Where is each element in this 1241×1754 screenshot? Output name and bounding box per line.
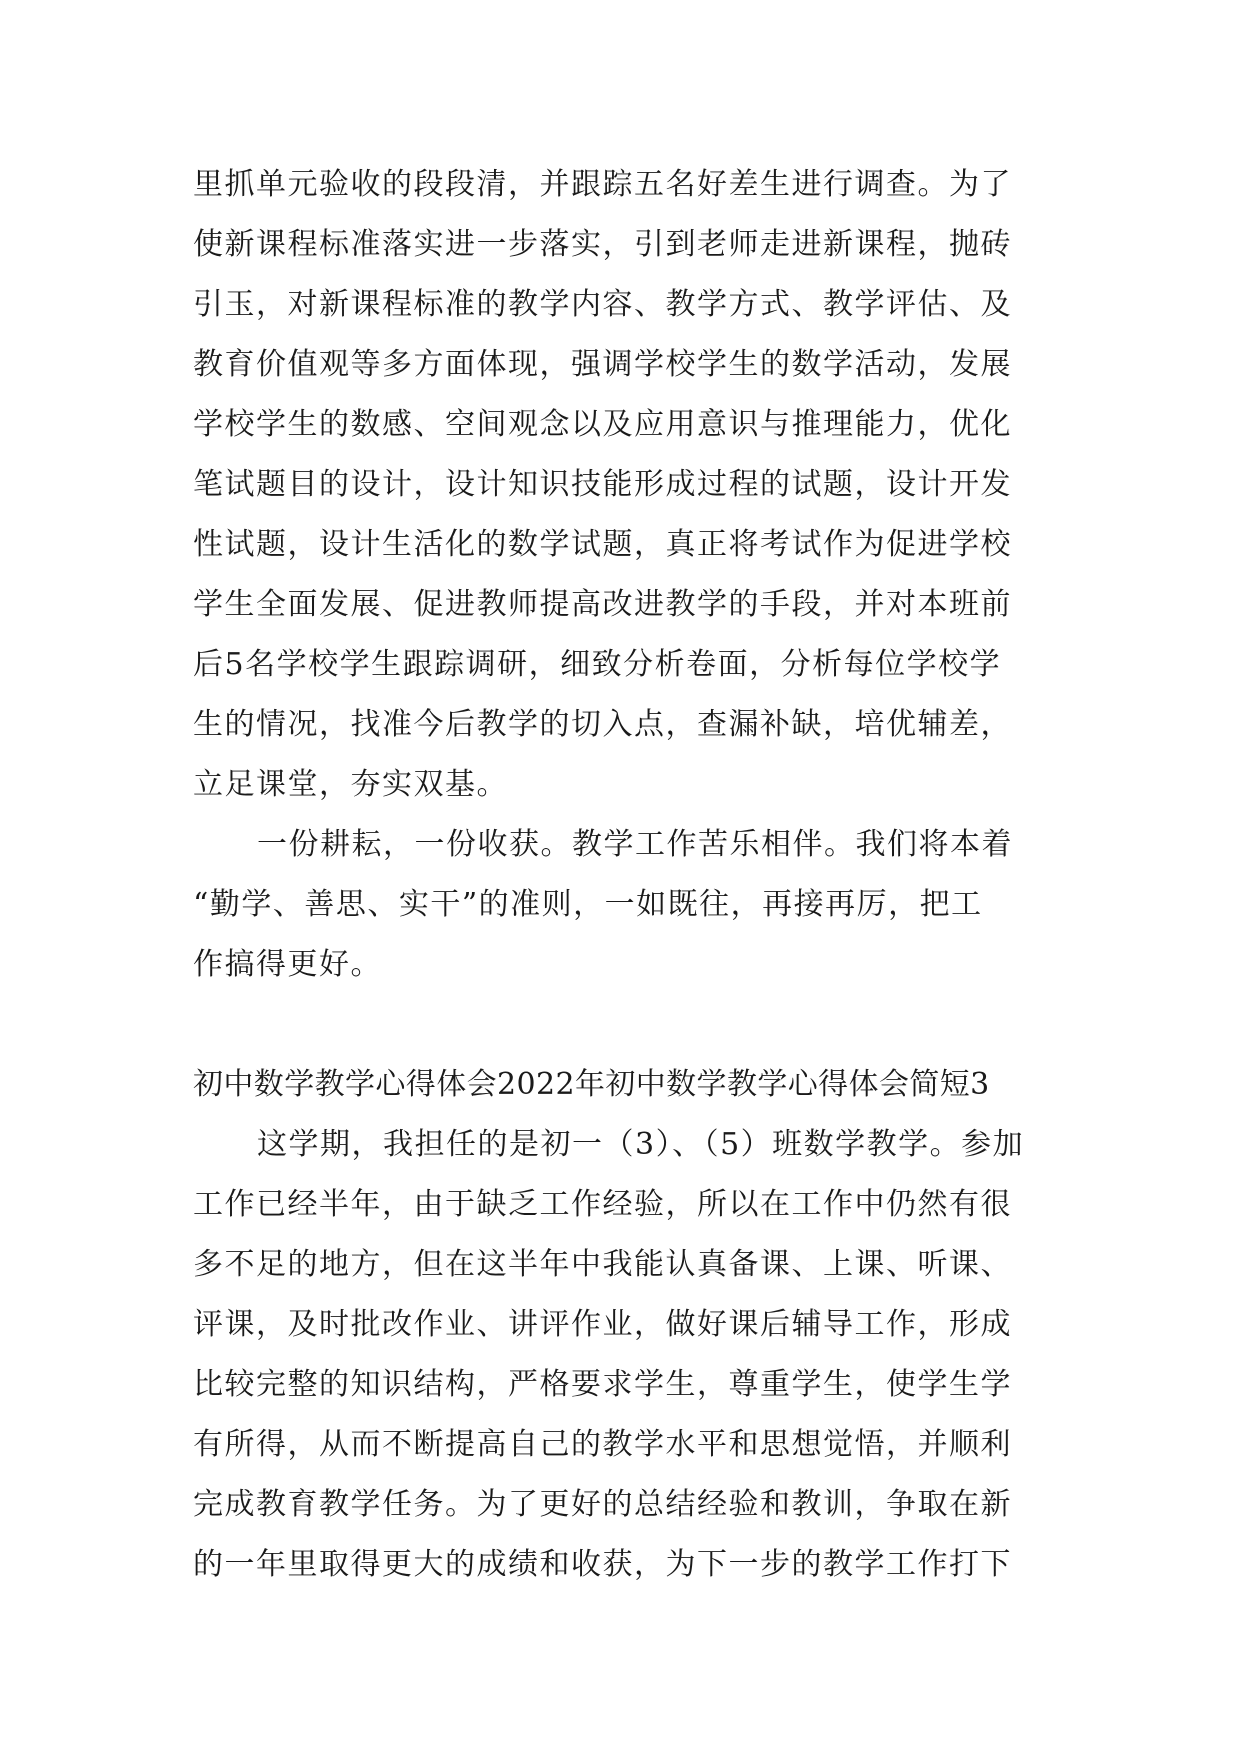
text-line: 完成教育教学任务。为了更好的总结经验和教训，争取在新 <box>193 1487 1012 1522</box>
text-line: 学校学生的数感、空间观念以及应用意识与推理能力，优化 <box>193 407 1012 442</box>
document-body <box>193 155 1073 1595</box>
section-heading: 初中数学教学心得体会2022年初中数学教学心得体会简短3 <box>193 1067 990 1102</box>
paragraph-3 <box>193 1115 1073 1595</box>
blank-line <box>193 995 1073 1055</box>
text-line: 一份耕耘，一份收获。教学工作苦乐相伴。我们将本着 <box>257 827 1013 862</box>
text-line: 评课，及时批改作业、讲评作业，做好课后辅导工作，形成 <box>193 1307 1012 1342</box>
text-line: 学生全面发展、促进教师提高改进教学的手段，并对本班前 <box>193 587 1012 622</box>
text-line: 的一年里取得更大的成绩和收获，为下一步的教学工作打下 <box>193 1547 1012 1582</box>
text-line: 有所得，从而不断提高自己的教学水平和思想觉悟，并顺利 <box>193 1427 1012 1462</box>
text-line: “勤学、善思、实干”的准则，一如既往，再接再厉，把工 <box>193 887 983 922</box>
text-line: 比较完整的知识结构，严格要求学生，尊重学生，使学生学 <box>193 1367 1012 1402</box>
text-line: 引玉，对新课程标准的教学内容、教学方式、教学评估、及 <box>193 287 1012 322</box>
text-line: 作搞得更好。 <box>193 947 382 982</box>
paragraph-1 <box>193 155 1073 815</box>
text-line: 后5名学校学生跟踪调研，细致分析卷面，分析每位学校学 <box>193 647 1002 682</box>
text-line: 里抓单元验收的段段清，并跟踪五名好差生进行调查。为了 <box>193 167 1012 202</box>
text-line: 这学期，我担任的是初一（3）、（5）班数学教学。参加 <box>257 1127 1025 1162</box>
text-line: 教育价值观等多方面体现，强调学校学生的数学活动，发展 <box>193 347 1012 382</box>
text-line: 多不足的地方，但在这半年中我能认真备课、上课、听课、 <box>193 1247 1012 1282</box>
paragraph-2 <box>193 815 1073 995</box>
text-line: 立足课堂，夯实双基。 <box>193 767 508 802</box>
text-line: 工作已经半年，由于缺乏工作经验，所以在工作中仍然有很 <box>193 1187 1012 1222</box>
text-line: 笔试题目的设计，设计知识技能形成过程的试题，设计开发 <box>193 467 1012 502</box>
text-line: 生的情况，找准今后教学的切入点，查漏补缺，培优辅差， <box>193 707 1012 742</box>
text-line: 使新课程标准落实进一步落实，引到老师走进新课程，抛砖 <box>193 227 1012 262</box>
text-line: 性试题，设计生活化的数学试题，真正将考试作为促进学校 <box>193 527 1012 562</box>
